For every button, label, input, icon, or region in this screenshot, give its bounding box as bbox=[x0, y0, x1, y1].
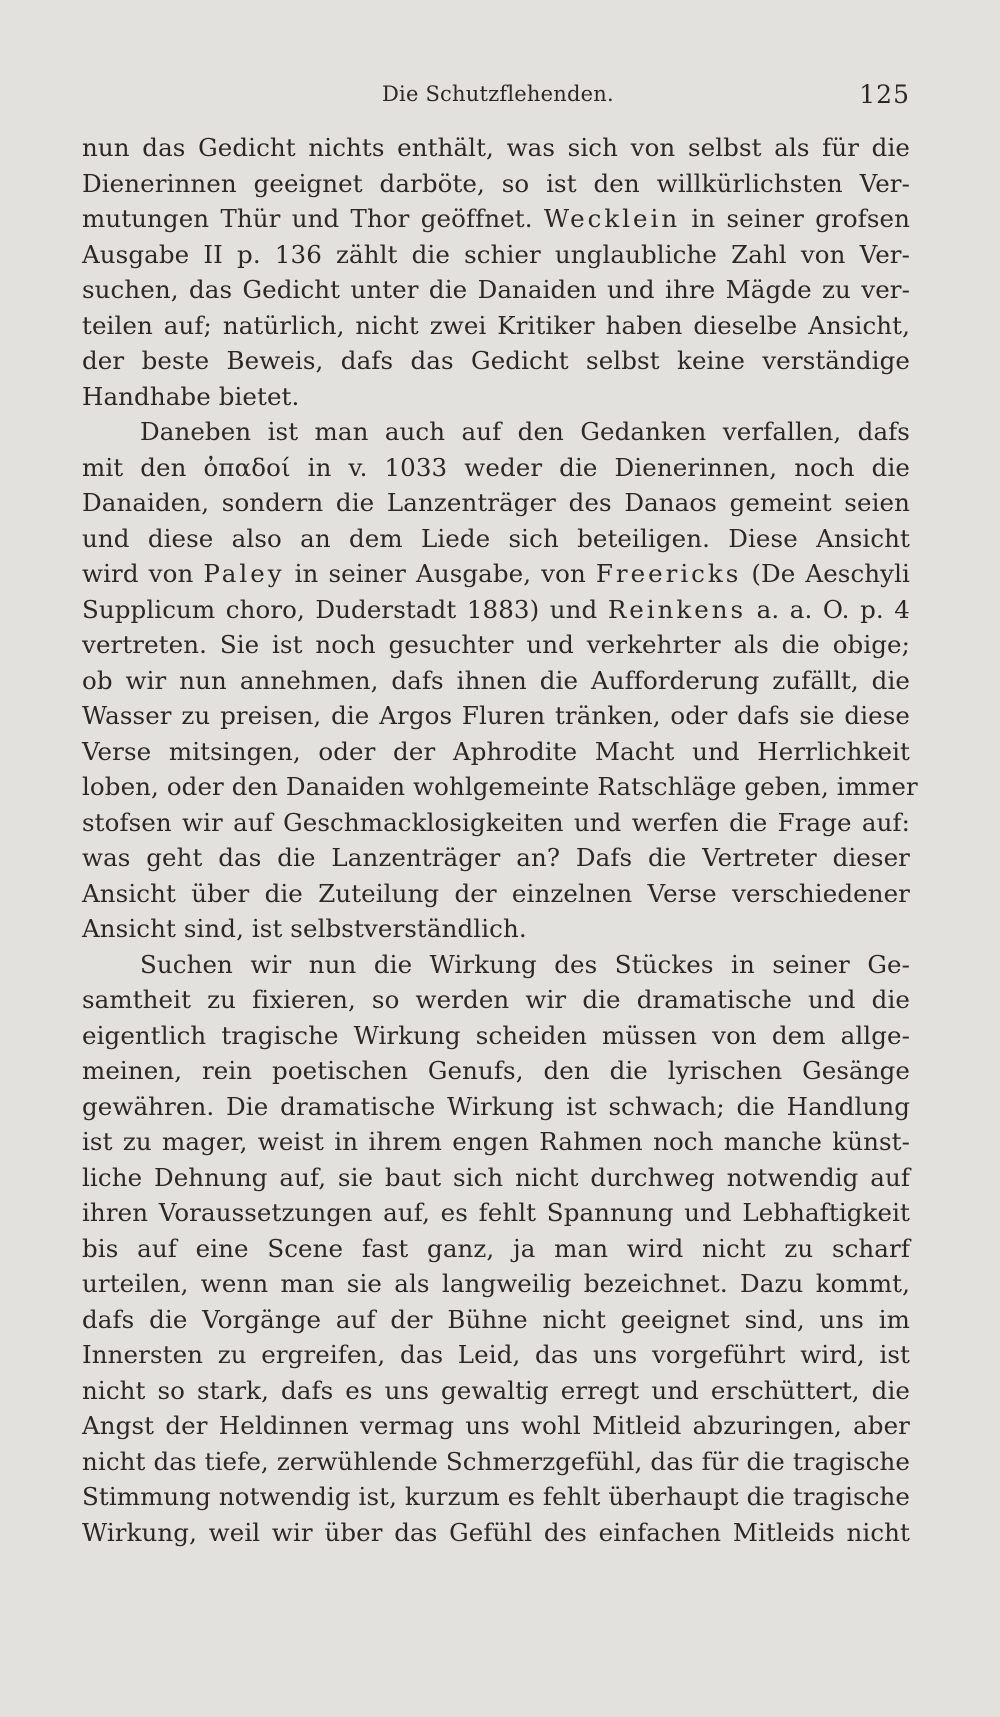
text-segment: wird von bbox=[82, 559, 194, 588]
text-line: Dienerinnen geeignet darböte, so ist den willkürlichsten Ver- bbox=[82, 168, 910, 198]
text-line: bis auf eine Scene fast ganz, ja man wird nicht zu scharf bbox=[82, 1233, 910, 1263]
text-line: was geht das die Lanzenträger an? Dafs die Vertreter dieser bbox=[82, 843, 910, 872]
text-line: suchen, das Gedicht unter die Danaiden und ihre Mägde zu ver- bbox=[82, 275, 910, 304]
author-name-paley: Paley bbox=[203, 559, 285, 588]
text-line: vertreten. Sie ist noch gesuchter und verkehrter als die obige; bbox=[82, 630, 910, 659]
text-line: und diese also an dem Liede sich beteiligen. Diese Ansicht bbox=[82, 523, 910, 553]
text-line: loben, oder den Danaiden wohlgemeinte Ratschläge geben, immer bbox=[82, 772, 918, 801]
author-name-wecklein: Wecklein bbox=[543, 204, 681, 233]
text-line bbox=[82, 592, 910, 628]
body-text bbox=[82, 130, 918, 1550]
text-line: Daneben ist man auch auf den Gedanken verfallen, dafs bbox=[140, 417, 910, 446]
text-line: Ansicht über die Zuteilung der einzelnen Verse verschiedener bbox=[82, 878, 910, 908]
text-line: Innersten zu ergreifen, das Leid, das uns vorgeführt wird, ist bbox=[82, 1340, 910, 1369]
running-title: Die Schutzflehenden. bbox=[382, 82, 614, 106]
text-line: Angst der Heldinnen vermag uns wohl Mitleid abzuringen, aber bbox=[82, 1411, 910, 1440]
text-segment: in seiner Ausgabe, von bbox=[284, 559, 596, 588]
text-line: Suchen wir nun die Wirkung des Stückes in seiner Ge- bbox=[140, 949, 910, 979]
text-segment: mutungen Thür und Thor geöffnet. bbox=[82, 204, 533, 233]
text-line: nun das Gedicht nichts enthält, was sich von selbst als für die bbox=[82, 133, 910, 162]
text-line: Ansicht sind, ist selbstverständlich. bbox=[82, 914, 527, 943]
text-line: Danaiden, sondern die Lanzenträger des Danaos gemeint seien bbox=[82, 488, 910, 517]
text-line: gewähren. Die dramatische Wirkung ist schwach; die Handlung bbox=[82, 1091, 910, 1121]
text-line: der beste Beweis, dafs das Gedicht selbst keine verständige bbox=[82, 346, 910, 375]
text-line: ihren Voraussetzungen auf, es fehlt Spannung und Lebhaftigkeit bbox=[82, 1198, 910, 1227]
text-line: nicht das tiefe, zerwühlende Schmerzgefühl, das für die tragische bbox=[82, 1446, 910, 1476]
text-segment: Supplicum choro, Duderstadt 1883) und bbox=[82, 594, 598, 624]
text-line: Wasser zu preisen, die Argos Fluren tränken, oder dafs sie diese bbox=[82, 701, 910, 730]
page-header bbox=[82, 78, 910, 112]
text-line: dafs die Vorgänge auf der Bühne nicht geeignet sind, uns im bbox=[82, 1304, 910, 1334]
text-line: ob wir nun annehmen, dafs ihnen die Aufforderung zufällt, die bbox=[82, 665, 910, 695]
text-line: Verse mitsingen, oder der Aphrodite Macht und Herrlichkeit bbox=[82, 736, 910, 766]
text-line: Handhabe bietet. bbox=[82, 381, 300, 411]
text-line: nicht so stark, dafs es uns gewaltig erregt und erschüttert, die bbox=[82, 1375, 910, 1405]
text-line: stofsen wir auf Geschmacklosigkeiten und werfen die Frage auf: bbox=[82, 807, 910, 837]
text-line: urteilen, wenn man sie als langweilig bezeichnet. Dazu kommt, bbox=[82, 1269, 910, 1298]
text-line: Wirkung, weil wir über das Gefühl des einfachen Mitleids nicht bbox=[82, 1517, 910, 1547]
author-name-reinkens: Reinkens bbox=[607, 594, 747, 624]
text-line: Ausgabe II p. 136 zählt die schier unglaubliche Zahl von Ver- bbox=[82, 239, 910, 269]
text-line: eigentlich tragische Wirkung scheiden müssen von dem allge- bbox=[82, 1020, 910, 1050]
text-line: meinen, rein poetischen Genufs, den die lyrischen Gesänge bbox=[82, 1056, 910, 1085]
text-segment: a. a. O. p. 4 bbox=[746, 594, 910, 624]
text-line bbox=[82, 556, 910, 592]
text-line: Stimmung notwendig ist, kurzum es fehlt überhaupt die tragische bbox=[82, 1482, 910, 1511]
text-line: samtheit zu fixieren, so werden wir die dramatische und die bbox=[82, 985, 910, 1014]
text-line: mit den ὀπαδοί in v. 1033 weder die Dienerinnen, noch die bbox=[82, 452, 910, 482]
text-line bbox=[82, 201, 910, 237]
text-line: liche Dehnung auf, sie baut sich nicht durchweg notwendig auf bbox=[82, 1162, 910, 1192]
text-segment: in seiner grofsen bbox=[680, 204, 910, 233]
page-number: 125 bbox=[859, 80, 910, 109]
text-line: teilen auf; natürlich, nicht zwei Kritiker haben dieselbe Ansicht, bbox=[82, 310, 910, 340]
author-name-freericks: Freericks bbox=[595, 559, 742, 588]
text-line: ist zu mager, weist in ihrem engen Rahmen noch manche künst- bbox=[82, 1127, 910, 1156]
text-segment: (De Aeschyli bbox=[741, 559, 910, 588]
